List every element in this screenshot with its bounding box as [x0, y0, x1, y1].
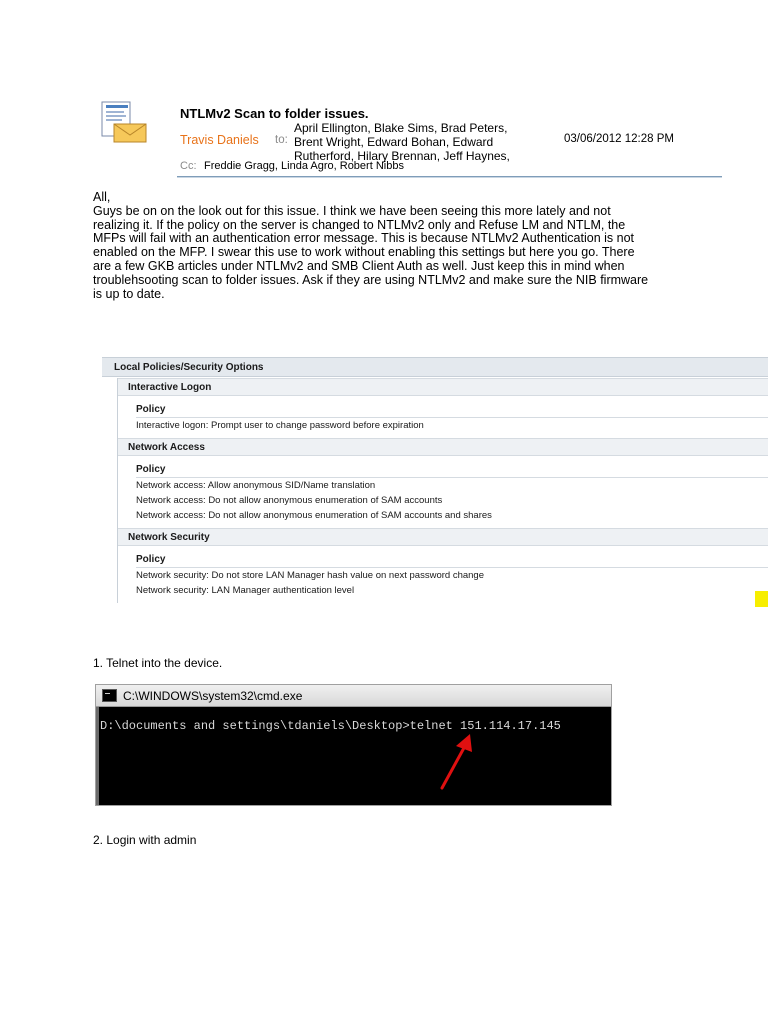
- security-options-table: [102, 357, 768, 603]
- body-line: MFPs will fail with an authentication error message. This is because NTLMv2 Authentication is not: [93, 231, 634, 246]
- to-label: to:: [275, 134, 288, 146]
- body-line: Guys be on on the look out for this issue. I think we have been seeing this more lately and not: [93, 203, 611, 218]
- console-prompt: D:\documents and settings\tdaniels\Desktop>telnet 151.114.17.145: [100, 719, 561, 733]
- to-recipients-line: Brent Wright, Edward Bohan, Edward: [294, 135, 494, 149]
- cmd-titlebar[interactable]: [96, 685, 611, 707]
- email-sender[interactable]: Travis Daniels: [180, 133, 259, 147]
- body-line: are a few GKB articles under NTLMv2 and SMB Client Auth as well. Just keep this in mind when: [93, 258, 625, 273]
- step-2: 2. Login with admin: [93, 833, 197, 847]
- table-title: Local Policies/Security Options: [102, 357, 768, 377]
- column-divider: [136, 567, 768, 568]
- red-arrow-icon: [430, 730, 480, 792]
- cc-recipients: Freddie Gragg, Linda Agro, Robert Nibbs: [204, 160, 404, 172]
- email-subject: NTLMv2 Scan to folder issues.: [180, 106, 369, 121]
- greeting: All,: [93, 190, 111, 204]
- body-line: troublehsooting scan to folder issues. Ask if they are using NTLMv2 and make sure the NIB firmware: [93, 272, 649, 287]
- email-body: [93, 191, 683, 301]
- cmd-title: C:\WINDOWS\system32\cmd.exe: [123, 688, 303, 703]
- column-divider: [136, 417, 768, 418]
- to-recipients-line: Rutherford, Hilary Brennan, Jeff Haynes,: [294, 149, 510, 163]
- body-line: is up to date.: [93, 286, 165, 301]
- window-edge: [96, 707, 99, 805]
- highlight-marker: [755, 591, 768, 607]
- body-line: realizing it. If the policy on the server is changed to NTLMv2 only and Refuse LM and NTLM, the: [93, 217, 626, 232]
- policy-row: Network security: LAN Manager authentication level: [136, 585, 355, 596]
- console-icon: [102, 689, 117, 702]
- email-date: 03/06/2012 12:28 PM: [564, 133, 674, 145]
- column-header: Policy: [136, 464, 166, 475]
- section-header[interactable]: Network Access: [118, 438, 768, 456]
- policy-row: Interactive logon: Prompt user to change password before expiration: [136, 420, 424, 431]
- to-recipients-line: April Ellington, Blake Sims, Brad Peters,: [294, 121, 508, 135]
- policy-row: Network security: Do not store LAN Manager hash value on next password change: [136, 570, 484, 581]
- policy-row: Network access: Do not allow anonymous enumeration of SAM accounts and shares: [136, 510, 492, 521]
- tree-line: [117, 378, 118, 603]
- column-header: Policy: [136, 404, 166, 415]
- column-header: Policy: [136, 554, 166, 565]
- policy-row: Network access: Allow anonymous SID/Name translation: [136, 480, 376, 491]
- to-recipients: [294, 121, 544, 163]
- column-divider: [136, 477, 768, 478]
- body-line: enabled on the MFP. I swear this use to work without enabling this settings but here you go. There: [93, 245, 635, 260]
- header-divider: [177, 176, 722, 178]
- policy-row: Network access: Do not allow anonymous enumeration of SAM accounts: [136, 495, 443, 506]
- email-message-icon: [100, 100, 150, 144]
- step-1: 1. Telnet into the device.: [93, 656, 223, 670]
- cmd-window: [95, 684, 612, 806]
- section-header[interactable]: Interactive Logon: [118, 378, 768, 396]
- section-header[interactable]: Network Security: [118, 528, 768, 546]
- cc-label: Cc:: [180, 160, 197, 172]
